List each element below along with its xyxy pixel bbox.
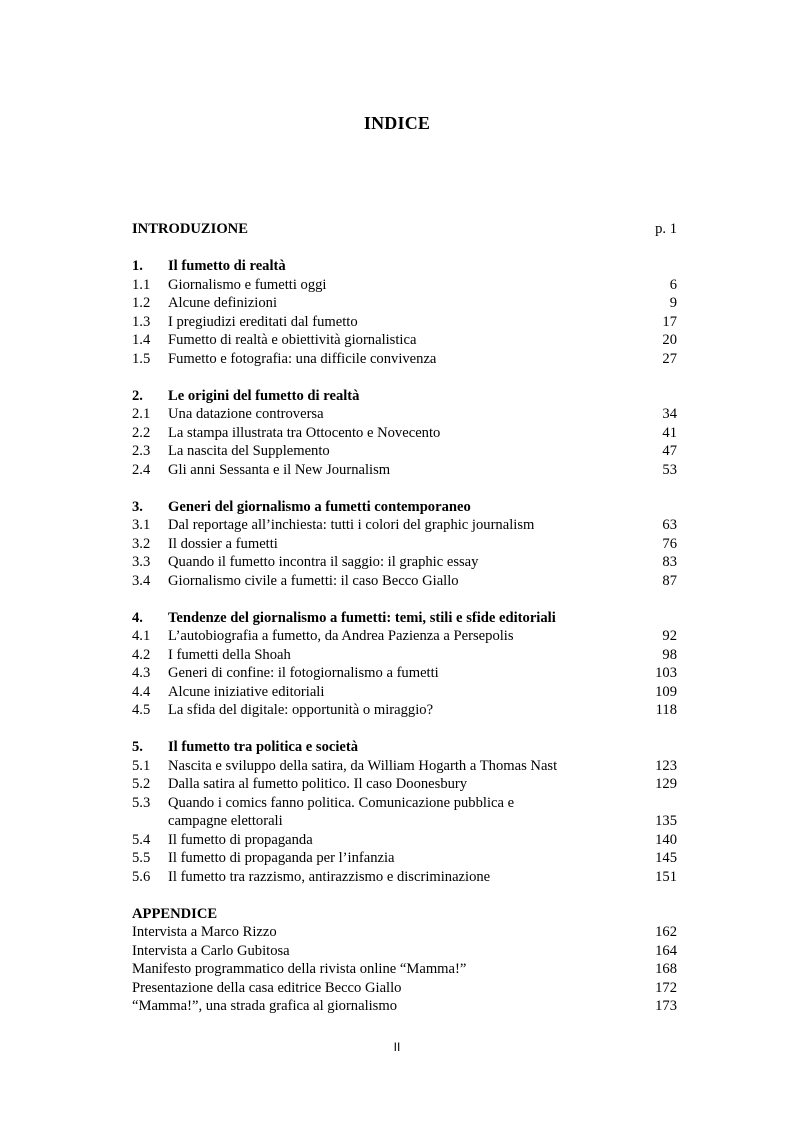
chapter-number: 5. [132,739,143,755]
section-number: 2.1 [132,406,151,422]
toc-entry [132,646,677,665]
appendix-entry-page: 164 [655,942,677,959]
table-of-contents [132,220,677,1016]
page-number: II [393,1040,401,1054]
toc-entry [132,812,677,831]
appendix-entry-title: Manifesto programmatico della rivista online “Mamma!” [132,961,467,977]
chapter-number: 2. [132,387,143,404]
section-title: Alcune definizioni [168,295,278,311]
chapter-number: 1. [132,258,143,274]
toc-entry [132,553,677,572]
section-page: 53 [662,461,677,478]
appendix-entry-page: 172 [655,979,677,996]
section-title: Il fumetto di propaganda per l’infanzia [168,850,395,866]
section-title: L’autobiografia a fumetto, da Andrea Pazienza a Persepolis [168,628,514,644]
section-title: Dal reportage all’inchiesta: tutti i colori del graphic journalism [168,517,535,533]
section-title: I fumetti della Shoah [168,646,291,663]
appendix-entry [132,942,677,961]
section-page: 47 [662,443,677,459]
section-title: I pregiudizi ereditati dal fumetto [168,313,358,330]
section-title: Una datazione controversa [168,406,324,422]
section-number: 1.5 [132,350,151,367]
toc-entry [132,350,677,369]
intro-page: p. 1 [655,221,677,237]
toc-entry [132,683,677,702]
section-number: 1.2 [132,295,151,311]
toc-entry [132,276,677,295]
section-page: 103 [655,665,677,681]
section-title: Quando i comics fanno politica. Comunicazione pubblica e [168,794,515,811]
section-number: 4.3 [132,665,151,681]
toc-entry [132,868,677,887]
toc-entry [132,831,677,850]
chapter-title: Generi del giornalismo a fumetti contemporaneo [168,498,471,515]
section-page: 92 [662,628,677,644]
section-page: 151 [655,868,677,885]
chapter-title: Le origini del fumetto di realtà [168,387,360,404]
section-number: 3.4 [132,572,151,589]
appendix-entry-title: “Mamma!”, una strada grafica al giornalismo [132,998,398,1014]
section-page: 145 [655,850,677,866]
section-number: 5.5 [132,850,151,866]
appendix-entry-page: 173 [655,998,677,1014]
toc-entry [132,627,677,646]
section-number: 2.3 [132,443,151,459]
section-page: 63 [662,517,677,533]
chapter-heading [132,609,677,628]
toc-entry [132,572,677,591]
section-number: 4.1 [132,628,151,644]
section-title: Il fumetto tra razzismo, antirazzismo e discriminazione [168,868,491,885]
section-title: La sfida del digitale: opportunità o miraggio? [168,702,434,718]
section-page: 41 [662,424,677,441]
section-number: 3.3 [132,554,151,570]
appendix-entry-page: 168 [655,961,677,977]
chapter-heading [132,498,677,517]
section-title: campagne elettorali [168,813,283,829]
section-title: Il dossier a fumetti [168,535,278,552]
section-number: 3.1 [132,517,151,533]
toc-entry [132,405,677,424]
section-page: 17 [662,313,677,330]
toc-entry [132,313,677,332]
appendix-entry-title: Presentazione della casa editrice Becco Giallo [132,979,402,996]
section-number: 2.4 [132,461,151,478]
section-number: 5.1 [132,757,151,774]
section-page: 135 [655,813,677,829]
section-number: 4.4 [132,683,151,700]
appendix-list [132,923,677,1016]
appendix-heading [132,905,677,924]
section-title: Dalla satira al fumetto politico. Il caso Doonesbury [168,776,468,792]
section-title: Gli anni Sessanta e il New Journalism [168,461,391,478]
section-number: 1.4 [132,332,151,348]
section-page: 9 [669,295,677,311]
section-number: 5.2 [132,776,151,792]
toc-entry [132,849,677,868]
section-title: Il fumetto di propaganda [168,831,313,848]
section-number: 4.2 [132,646,151,663]
section-number: 5.4 [132,831,151,848]
toc-entry [132,424,677,443]
appendix-title: APPENDICE [132,905,218,922]
toc-entry [132,775,677,794]
page-title: INDICE [363,113,431,133]
section-number: 2.2 [132,424,151,441]
section-title: Generi di confine: il fotogiornalismo a fumetti [168,665,439,681]
appendix-entry [132,997,677,1016]
section-page: 123 [655,757,677,774]
appendix-entry-title: Intervista a Marco Rizzo [132,924,277,940]
section-title: Giornalismo civile a fumetti: il caso Becco Giallo [168,572,459,589]
toc-entry [132,535,677,554]
appendix-entry-page: 162 [655,924,677,940]
section-number: 1.3 [132,313,151,330]
section-page: 83 [662,554,677,570]
appendix-entry-title: Intervista a Carlo Gubitosa [132,942,290,959]
section-page: 27 [662,350,677,367]
toc-entry [132,701,677,720]
chapter-number: 4. [132,609,143,626]
section-title: La nascita del Supplemento [168,443,330,459]
toc-entry [132,294,677,313]
section-page: 87 [662,572,677,589]
chapter-number: 3. [132,498,143,515]
section-page: 118 [655,702,677,718]
chapter-title: Tendenze del giornalismo a fumetti: temi, stili e sfide editoriali [168,609,556,626]
toc-entry [132,442,677,461]
toc-entry [132,664,677,683]
chapter-heading [132,257,677,276]
section-title: La stampa illustrata tra Ottocento e Novecento [168,424,441,441]
toc-entry [132,794,677,813]
toc-entry [132,331,677,350]
section-number: 3.2 [132,535,151,552]
section-page: 140 [655,831,677,848]
appendix-entry [132,923,677,942]
section-title: Giornalismo e fumetti oggi [168,276,327,293]
section-title: Fumetto di realtà e obiettività giornalistica [168,332,417,348]
toc-intro-row [132,220,677,239]
section-page: 20 [662,332,677,348]
section-title: Nascita e sviluppo della satira, da William Hogarth a Thomas Nast [168,757,558,774]
toc-entry [132,757,677,776]
section-number: 5.3 [132,794,151,811]
section-page: 129 [655,776,677,792]
section-number: 5.6 [132,868,151,885]
section-page: 34 [662,406,677,422]
toc-entry [132,461,677,480]
section-number: 4.5 [132,702,151,718]
chapter-heading [132,387,677,406]
chapter-heading [132,738,677,757]
chapter-title: Il fumetto tra politica e società [168,739,359,755]
section-title: Quando il fumetto incontra il saggio: il graphic essay [168,554,479,570]
intro-label: INTRODUZIONE [132,221,248,237]
section-title: Alcune iniziative editoriali [168,683,325,700]
appendix-entry [132,960,677,979]
section-page: 109 [655,683,677,700]
section-page: 6 [669,276,677,293]
chapters-container [132,239,677,887]
appendix-entry [132,979,677,998]
toc-entry [132,516,677,535]
section-page: 98 [662,646,677,663]
section-number: 1.1 [132,276,151,293]
section-page: 76 [662,535,677,552]
section-title: Fumetto e fotografia: una difficile convivenza [168,350,437,367]
chapter-title: Il fumetto di realtà [168,258,286,274]
